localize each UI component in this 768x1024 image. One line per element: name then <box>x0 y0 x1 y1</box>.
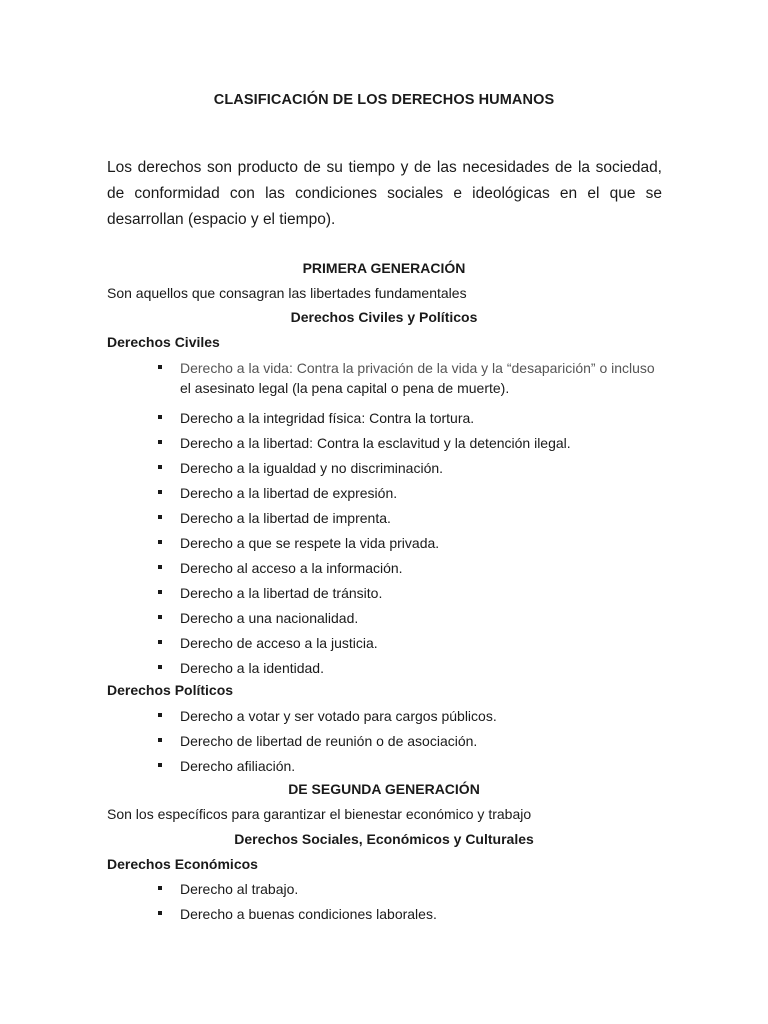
document-title: CLASIFICACIÓN DE LOS DERECHOS HUMANOS <box>213 92 555 108</box>
list-item-text: Derecho a votar y ser votado para cargos públicos. <box>180 708 497 724</box>
list-item-text: Derecho a la libertad: Contra la esclavitud y la detención ilegal. <box>180 435 571 451</box>
list-item-text-continued: el asesinato legal (la pena capital o pena de muerte). <box>180 380 510 396</box>
square-bullet-icon <box>158 911 162 915</box>
intro-paragraph: Los derechos son producto de su tiempo y de las necesidades de la sociedad, de conformidad con las condiciones sociales e ideológicas en el que se desarrollan (espacio y el tiempo). <box>107 159 662 228</box>
square-bullet-icon <box>158 365 162 369</box>
economic-rights-label: Derechos Económicos <box>107 856 258 872</box>
first-generation-heading: PRIMERA GENERACIÓN <box>302 260 466 276</box>
list-item-text: Derecho a la identidad. <box>180 660 324 676</box>
square-bullet-icon <box>158 490 162 494</box>
square-bullet-icon <box>158 738 162 742</box>
civil-rights-label: Derechos Civiles <box>107 334 220 350</box>
list-item-text: Derecho a la integridad física: Contra la tortura. <box>180 410 475 426</box>
social-economic-cultural-subheading: Derechos Sociales, Económicos y Culturales <box>234 831 534 847</box>
second-generation-heading: DE SEGUNDA GENERACIÓN <box>288 781 480 797</box>
square-bullet-icon <box>158 540 162 544</box>
list-item-text: Derecho a la libertad de imprenta. <box>180 510 391 526</box>
square-bullet-icon <box>158 590 162 594</box>
list-item-text: Derecho de acceso a la justicia. <box>180 635 378 651</box>
list-item-text: Derecho a la libertad de expresión. <box>180 485 398 501</box>
square-bullet-icon <box>158 515 162 519</box>
list-item-text: Derecho al trabajo. <box>180 881 299 897</box>
list-item-text: Derecho afiliación. <box>180 758 296 774</box>
square-bullet-icon <box>158 465 162 469</box>
list-item-text: Derecho al acceso a la información. <box>180 560 403 576</box>
square-bullet-icon <box>158 763 162 767</box>
square-bullet-icon <box>158 665 162 669</box>
list-item-text: Derecho a la igualdad y no discriminación. <box>180 460 444 476</box>
list-item-text: Derecho de libertad de reunión o de asociación. <box>180 733 478 749</box>
square-bullet-icon <box>158 615 162 619</box>
square-bullet-icon <box>158 640 162 644</box>
square-bullet-icon <box>158 440 162 444</box>
first-generation-description: Son aquellos que consagran las libertades fundamentales <box>107 285 467 301</box>
square-bullet-icon <box>158 713 162 717</box>
civil-political-subheading: Derechos Civiles y Políticos <box>290 309 478 325</box>
square-bullet-icon <box>158 565 162 569</box>
list-item-text: Derecho a la vida: Contra la privación de la vida y la “desaparición” o incluso <box>180 360 655 376</box>
square-bullet-icon <box>158 415 162 419</box>
square-bullet-icon <box>158 886 162 890</box>
second-generation-description: Son los específicos para garantizar el bienestar económico y trabajo <box>107 806 532 822</box>
political-rights-label: Derechos Políticos <box>107 682 234 698</box>
list-item-text: Derecho a una nacionalidad. <box>180 610 359 626</box>
list-item-text: Derecho a la libertad de tránsito. <box>180 585 383 601</box>
list-item-text: Derecho a que se respete la vida privada. <box>180 535 440 551</box>
list-item-text: Derecho a buenas condiciones laborales. <box>180 906 437 922</box>
